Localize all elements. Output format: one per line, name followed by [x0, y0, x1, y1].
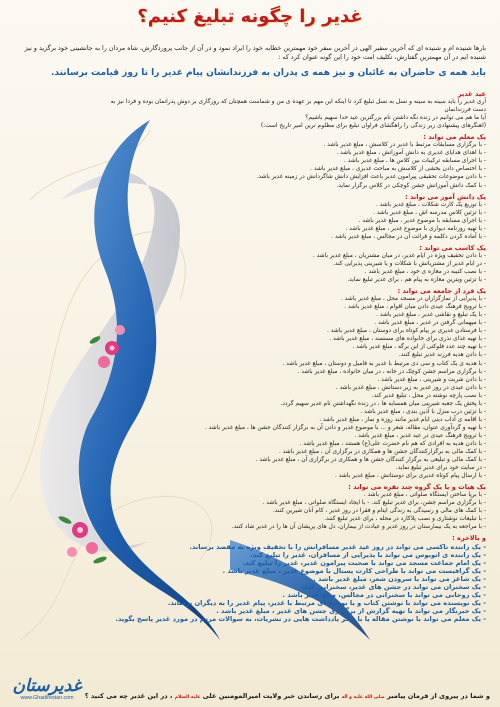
list-item: - با دادن هدیه فرزند غدیر تبلیغ کنند.: [398, 352, 486, 359]
list-item: - با کمک های مالی و رسیدگی به زندگی ایتام و فقرا در روز غدیر ، کام آنان شیرین کنند.: [272, 508, 486, 515]
section-heading: یک دانش آموز می تواند :: [405, 192, 486, 201]
list-item: - با کمک مالی به برگزارکنندگان جشن ها و همکاری در برگزاری آن ، مبلغ غدیر باشد .: [278, 449, 486, 456]
list-item: - یک راننده تاکسی می تواند در روز عید غدیر مسافرانش را با تخفیف ویژه به مقصد برساند.: [189, 542, 486, 551]
list-item: - یک نویسنده می تواند با نوشتن کتاب و یا نوشته ای مرتبط با غدیر، پیام غدیر را به دیگران برساند.: [167, 598, 486, 607]
intro-paragraph: بارها شنیده ام و شنیده ای که آخرین سفیر الهی در آخرین سفر خود مهمترین خطابه خود را ایراد نمود و در آن از جانب پروردگارش، شاه مردان را به جانشینی خود برگزید و نیز شنیده ایم در آن مهمترین گفتارش، تکلیف امت خود را این گونه عنوان کرد که :: [24, 44, 486, 61]
list-item: - با اهدای هدایای غدیری به دانش آموزانش ، مبلغ غدیر باشد .: [336, 150, 486, 157]
section-heading: و بالاخره :: [452, 534, 486, 543]
list-item: - با اجرای مسابقه با موضوع غدیر ، مبلغ غدیر باشد .: [358, 217, 486, 224]
list-item: - با ترویج فرهنگ عیدی دادن میان اقوام ، مبلغ غدیر باشد .: [344, 304, 486, 311]
list-item: - با یک تبلیغ و نقاشی غدیر ، مبلغ غدیر باشد .: [376, 312, 486, 319]
list-item: - یک معلم می تواند با نوشتن مقاله یا با دیگر یادداشت هایی در نشریات، به سوالات مردم در مورد غدیر پاسخ بگوید.: [115, 614, 486, 623]
list-item: - با توزیع یک کارت شکلات ، مبلغ غدیر باشد .: [375, 201, 486, 208]
list-item: - با ارسال پیام کوتاه غدیری برای دوستانش ، مبلغ غدیر باشد .: [335, 473, 486, 480]
footer-part-1: و شما در پیروی از فرمان پیامبر: [386, 692, 490, 700]
list-item: - با تهیه چند عدد فلوکتی از این برگه ، مبلغ غدیر باشد .: [352, 344, 486, 351]
list-item: - یک راننده ی اتوبوس می تواند با پذیرایی از مسافران، غدیر را تبلیغ کند.: [250, 550, 486, 559]
list-item: - با میهمانی گرفتن در غدیر ، مبلغ غدیر باشد .: [374, 320, 486, 327]
list-item: - با دادن هدیه به افرادی که هم نام حضرت علی(ع) هستند ، مبلغ غدیر باشد .: [299, 440, 486, 447]
list-item: - با تزئین درب منزل با آذین بندی ، مبلغ غدیر باشد .: [360, 408, 486, 415]
list-item: آیا ما هم می توانیم در زنده نگه داشتن نام بزرگترین عید خدا سهیم باشیم؟: [305, 115, 486, 122]
list-item: - در ایام غدیر از مشتریانش با شکلات و یا شیرینی پذیرایی کند.: [333, 260, 486, 267]
page-title: غدیر را چگونه تبلیغ کنیم؟: [137, 6, 363, 27]
list-item: - با نصب پارچه نوشته در محل ، تبلیغ غدیر کند.: [371, 392, 486, 399]
list-item: آری غدیر را باید سینه به سینه و نسل به نسل تبلیغ کرد تا اینکه این مهم بر عهده ی من و شماست همچنان که روزگاری بر دوش پدرانمان بوده و فردا نیز به دست فرزندانمان: [110, 99, 486, 114]
section-heading: عید غدیر: [457, 90, 486, 98]
list-item: - با تهیه غذای نذری برای خانواده های مستمند ، مبلغ غدیر باشد .: [329, 336, 486, 343]
list-item: - با اجرای مسابقه ترکیبات بین کلاس ها ، مبلغ غدیر باشد .: [343, 158, 486, 165]
section-heading: یک کاسب می تواند :: [419, 243, 486, 252]
footer-part-2: برای رساندن خبر ولایت امیرالمومنین علی: [202, 692, 340, 700]
content-body: [96, 90, 486, 623]
list-item: - با کمک مالی و تبلیغی به برگزار کنندگان جشن ها و همکاری در برگزاری آن ، مبلغ غدیر باشد .: [255, 457, 486, 464]
list-item: - با تبلیغات نوشتاری و نصب پلاکارد در محله ، برای غدیر تبلیغ کنند.: [324, 516, 486, 523]
footer-salawat-2: علیه السلام: [174, 695, 201, 700]
ghadirestan-logo[interactable]: [8, 677, 86, 701]
footer-salawat-1: صلی الله علیه و آله: [341, 695, 385, 700]
list-item: - با پخش یک جعبه شیرینی میان همسایه ها ، در زنده نگهداشتن نام غدیر سهیم گردد.: [280, 400, 486, 407]
list-item: - با پذیرایی از نمازگزاران در مسجد محل ، مبلغ غدیر باشد .: [340, 296, 486, 303]
section-heading: یک فرد از جامعه می تواند :: [397, 287, 486, 296]
logo-url[interactable]: www.Ghadirestan.com: [20, 695, 74, 701]
list-item: - با تهیه روزنامه دیواری با موضوع غدیر ، مبلغ غدیر باشد .: [345, 225, 486, 232]
list-item: - با اختصاص دادن بخشی از کلاسش به مباحث غدیری ، مبلغ غدیر باشد .: [310, 166, 486, 173]
footer-part-3: ، در این غدیر چه می کنید ؟: [84, 692, 173, 700]
list-item: - با دادن عیدی در روز غدیر به زیر دستانش ، مبلغ غدیر باشد .: [335, 384, 486, 391]
footer-question: [80, 692, 490, 700]
list-item: - یک امام جماعت مسجد می تواند با صحبت پیرامون غدیر، غدیر را تبلیغ کند.: [242, 558, 486, 567]
list-item: - با دادن شربت و شیرینی ، مبلغ غدیر باشد .: [377, 376, 486, 383]
list-item: - با کمک دانش آموزانش جشن کوچکی در کلاس برگزار نماید.: [336, 182, 486, 189]
section-heading: یک معلم می تواند :: [423, 133, 486, 142]
list-item: - با برگزاری مراسم جشن کوچک در خانه ، در میان خانواده ، مبلغ غدیر باشد .: [297, 368, 486, 375]
list-item: - با تزئین ویترین مغازه به پیام هم ، برای غدیر تبلیغ نماید.: [347, 277, 486, 284]
list-item: - با آماده کردن دکلمه و قرائت آن در مجالس ، مبلغ غدیر باشد .: [331, 233, 486, 240]
list-item: - در سایت خود برای غدیر تبلیغ نماید.: [395, 465, 486, 472]
list-item: - با نصب کتیبه در مغازه ی خود ، مبلغ غدیر باشد .: [364, 268, 486, 275]
list-item: - یک خبرنگار می تواند با تهیه گزارش از برگزاری جشن های غدیر ، مبلغ غدیر باشد .: [216, 606, 486, 615]
list-item: (اهنگرهای پیشنهادی زیر زندگی را راهگشای فراوان تبلیغ برای مظلوم ترین امیر تاریخ است:): [260, 123, 486, 130]
list-item: - یک شاعر می تواند با سرودن شعر، مبلغ غدیر باشد .: [313, 574, 486, 583]
list-item: - با ترویج فرهنگ عیدی در عید غدیر ، مبلغ غدیر باشد .: [354, 432, 486, 439]
list-item: - با دادن موضوعات تحقیقی پیرامون غدیر باعث افزایش دانش شاگردانش در زمینه غدیر باشد.: [256, 174, 486, 181]
list-item: - با تهیه و گردآوری عنوان، مقاله، شعر و ... با موضوع غدیر و دادن آن به برگزار کنندگان جشن ها ، مبلغ غدیر باشد .: [204, 424, 486, 431]
list-item: - با فرستادن غدیری بر پیام کوتاه برای دوستان ، مبلغ غدیر باشد .: [327, 328, 486, 335]
list-item: - یک روحانی می تواند با سخنرانی در مجالس، مبلغ غدیر باشد .: [282, 590, 486, 599]
section-heading: یک هیات و یا یک گروه چند نفره می تواند :: [348, 483, 486, 492]
intro-highlight: باید همه ی حاضران به غائبان و نیز همه ی پدران به فرزندانشان پیام غدیر را تا روز قیامت برسانند.: [50, 68, 486, 78]
list-item: - با برگزاری مراسم جشن، برای غدیر تبلیغ کند. - با ایجاد ایستگاه صلواتی ، مبلغ غدیر باشد .: [262, 500, 486, 507]
list-item: - با برپا ساختن ایستگاه صلواتی ، مبلغ غدیر باشد .: [363, 492, 486, 499]
list-item: - با اقامه ی آداب دینی ایام غدیر مانند روزه و نماز ، مبلغ غدیر باشد .: [319, 416, 486, 423]
logo-script-text: غدیرستان: [12, 676, 82, 696]
list-item: - با تزئین کلاس مدرسه اش ، مبلغ غدیر باشد .: [373, 209, 486, 216]
list-item: - با هدیه ی یک کتاب و سی دی مرتبط با غدیر به فامیل و دوستان ، مبلغ غدیر باشد .: [282, 360, 486, 367]
list-item: - با مراجعه به یک بیمارستان در روز غدیر و عیادت از بیماران، دل های پریشان آن ها را در غدیر شاد کنند.: [231, 524, 486, 531]
list-item: - یک گرافیست می تواند با طراحی کارت پستال با موضوع غدیر ، مبلغ غدیر باشد .: [222, 566, 486, 575]
list-item: - با دادن تخفیف ویژه در ایام غدیر، در میان مشتریان ، مبلغ غدیر باشد .: [312, 252, 486, 259]
list-item: - یک سخنران می تواند در جشن های غدیر، سخنرانی کند.: [301, 582, 486, 591]
list-item: - با برگزاری مسابقات مرتبط با غدیر در کلاسش ، مبلغ غدیر باشد .: [323, 142, 486, 149]
